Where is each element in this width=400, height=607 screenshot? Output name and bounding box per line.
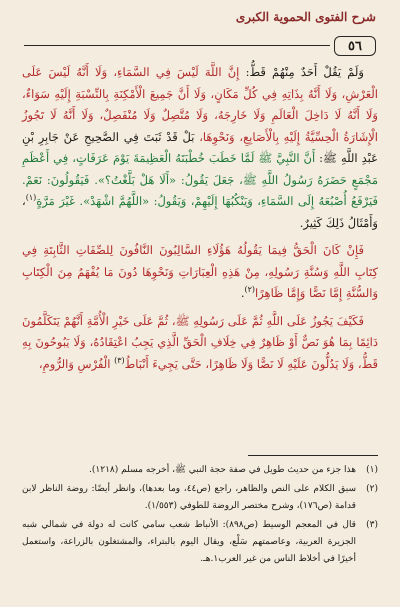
page-header — [24, 10, 376, 58]
footnotes — [22, 462, 378, 570]
hadith-text: أَنَّ النَّبِيَّ ﷺ لَمَّا خَطَبَ خُطْبَتَهُ الْعَظِيمَةَ يَوْمَ عَرَفَاتٍ، فِي أَعْظَمِ مَجْمَعٍ حَضَرَهُ رَسُولُ اللَّهِ ﷺ، جَعَلَ يَقُولُ: «أَلَا هَلْ بَلَّغْتُ؟». فَيَقُولُونَ: نَعَمْ. فَيَرْفَعُ أُصْبُعَهُ إِلَى السَّمَاءِ، وَيَنْكُبُهَا إِلَيْهِمْ، وَيَقُولُ: «اللَّهُمَّ اشْهَدْ». غَيْرَ مَرَّةٍ — [22, 151, 378, 208]
footnote-divider — [248, 455, 378, 456]
footnote-text: قال في المعجم الوسيط (ص٨٩٨): الأنباط شعب سامي كانت له دولة في شمالي شبه الجزيرة العربية، وعاصمتهم سَلْع، ويقال اليوم بالبتراء، والمشتغلون بالزراعة، واستعمل أخيرًا في أخلاط الناس من غير العرب١.هـ. — [22, 520, 356, 564]
paragraph — [22, 240, 378, 305]
footnote-reference: (١) — [25, 193, 37, 203]
footnote-text: سبق الكلام على النص والظاهر، راجع (ص٤٤، وما بعدها)، وانظر أيضًا: روضة الناظر لابن قدامة (ص١٧٦)، وشرح مختصر الروضة للطوفي (١/٥٥٣). — [22, 484, 357, 511]
footnote-number: (٣) — [366, 520, 378, 530]
book-title: شرح الفتوى الحموية الكبرى — [235, 10, 376, 24]
footnote — [22, 462, 378, 479]
footnote-reference: (٣) — [114, 355, 125, 365]
text-segment: ، وَأَمْثَالُ ذَلِكَ كَثِيرٌ. — [22, 194, 378, 230]
quoted-text: الْفُرْسِ وَالرُّومِ، — [38, 356, 115, 371]
footnote — [22, 517, 378, 568]
quoted-text: فَكَيْفَ يَجُوزُ عَلَى اللَّهِ ثُمَّ عَلَى رَسُولِهِ ﷺ، ثُمَّ عَلَى خَيْرِ الْأُمَّةِ أَنَّهُمْ يَتَكَلَّمُونَ دَائِمًا بِمَا هُوَ نَصٌّ أَوْ ظَاهِرٌ فِي خِلَافِ الْحَقِّ الَّذِي يَجِبُ اعْتِقَادُهُ، وَلَا يَبُوحُونَ بِهِ قَطُّ، وَلَا يَدُلُّونَ عَلَيْهِ لَا نَصًّا وَلَا ظَاهِرًا، حَتَّى يَجِيءَ أَنْبَاطُ — [22, 313, 378, 371]
paragraph — [22, 311, 378, 376]
footnote-text: هذا جزء من حديث طويل في صفة حجة النبي ﷺ، أخرجه مسلم (١٢١٨). — [89, 465, 356, 475]
main-text — [22, 62, 378, 381]
footnote-number: (١) — [366, 465, 378, 475]
footnote-number: (٢) — [366, 484, 378, 494]
text-segment: وَلَمْ يَقُلْ أَحَدٌ مِنْهُمْ قَطُّ: — [239, 65, 364, 79]
text-segment: . — [240, 286, 245, 300]
quoted-text: إِنَّ اللَّهَ لَيْسَ فِي السَّمَاءِ، وَلَا أَنَّهُ لَيْسَ عَلَى الْعَرْشِ، وَلَا أَنَّهُ بِذَاتِهِ فِي كُلِّ مَكَانٍ، وَلَا أَنَّ جَمِيعَ الْأَمْكِنَةِ بِالنِّسْبَةِ إِلَيْهِ سَوَاءٌ، وَلَا أَنَّهُ لَا دَاخِلَ الْعَالَمِ وَلَا خَارِجَهُ، وَلَا مُتَّصِلٌ وَلَا مُنْفَصِلٌ، وَلَا أَنَّهُ لَا تَجُوزُ الْإِشَارَةُ الْحِسِّيَّةُ إِلَيْهِ بِالْأَصَابِعِ، وَنَحْوِهَا، — [22, 65, 378, 144]
footnote-reference: (٢) — [244, 285, 256, 295]
footnote — [22, 481, 378, 515]
page-number: ٥٦ — [334, 36, 376, 56]
text-segment: بَلْ قَدْ ثَبَتَ فِي الصَّحِيحِ عَنْ جَابِرِ بْنِ عَبْدِ اللَّهِ ﷺ: — [22, 129, 378, 165]
paragraph — [22, 62, 378, 234]
header-rule — [24, 45, 330, 46]
quoted-text: فَإِنْ كَانَ الْحَقُّ فِيمَا يَقُولُهُ هَؤُلَاءِ السَّالِبُونَ النَّافُونَ لِلصِّفَاتِ الثَّابِتَةِ فِي كِتَابِ اللَّهِ وَسُنَّةِ رَسُولِهِ، مِنْ هَذِهِ الْعِبَارَاتِ وَنَحْوِهَا دُونَ مَا يُفْهَمُ مِنَ الْكِتَابِ وَالسُّنَّةِ إِمَّا نَصًّا وَإِمَّا ظَاهِرًا — [22, 243, 378, 300]
